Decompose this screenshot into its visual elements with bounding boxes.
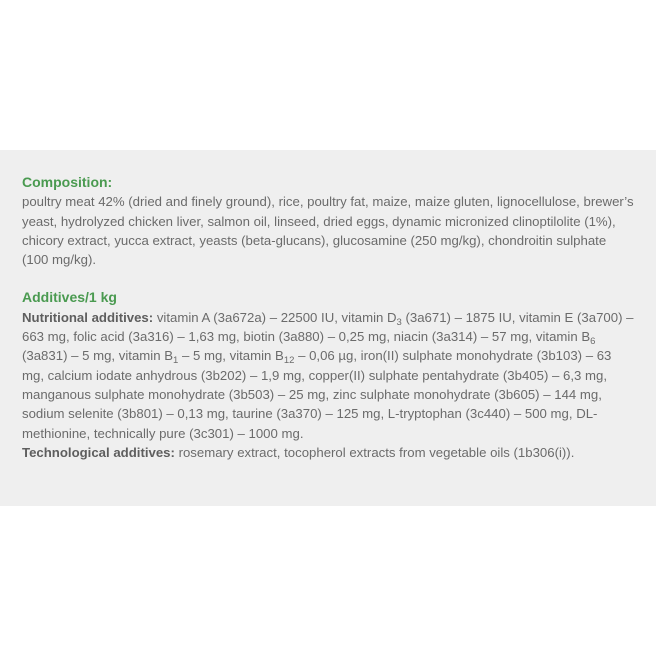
technological-additives-text: rosemary extract, tocopherol extracts from vegetable oils (1b306(i)). [174,444,575,460]
nutritional-text-part-2: (3a671) – 1875 IU, vitamin E (3a700) – 663 mg, folic acid (3a316) – 1,63 mg, biotin (3a880) – 0,25 mg, niacin (3a314) – 57 mg, vitamin B [22,309,634,345]
nutritional-text-part-4: – 5 mg, vitamin B [178,348,284,364]
nutritional-text-part-1: vitamin A (3a672a) – 22500 IU, vitamin D [153,309,397,325]
additives-section [22,288,634,462]
product-description-panel [0,150,656,506]
nutritional-text-part-5: – 0,06 µg, iron(II) sulphate monohydrate (3b103) – 63 mg, calcium iodate anhydrous (3b202) – 1,9 mg, copper(II) sulphate pentahydrate (3b405) – 6,3 mg, manganous sulphate monohydrate (3b503) – 25 mg, zinc sulphate monohydrate (3b605) – 144 mg, sodium selenite (3b801) – 0,13 mg, taurine (3a370) – 125 mg, L-tryptophan (3c440) – 500 mg, DL-methionine, technically pure (3c301) – 1000 mg. [22,348,612,441]
technological-additives-paragraph [22,445,574,460]
nutritional-additives-label: Nutritional additives: [22,309,154,325]
additives-heading: Additives/1 kg [22,289,117,306]
vitamin-d-subscript: 3 [396,316,402,328]
vitamin-b12-subscript: 12 [283,355,295,367]
section-spacer [22,269,634,288]
technological-additives-label: Technological additives: [22,444,175,460]
nutritional-additives-paragraph [22,310,633,441]
vitamin-b1-subscript: 1 [173,355,179,367]
vitamin-b6-subscript: 6 [590,336,596,348]
composition-text: poultry meat 42% (dried and finely ground), rice, poultry fat, maize, maize gluten, lignocellulose, brewer’s yeast, hydrolyzed chicken liver, salmon oil, linseed, dried eggs, dynamic micronized clinoptilolite (1%), chicory extract, yucca extract, yeasts (beta-glucans), glucosamine (250 mg/kg), chondroitin sulphate (100 mg/kg). [22,194,634,268]
composition-heading: Composition: [22,174,113,190]
composition-section [22,173,634,269]
nutritional-text-part-3: (3a831) – 5 mg, vitamin B [22,348,173,364]
